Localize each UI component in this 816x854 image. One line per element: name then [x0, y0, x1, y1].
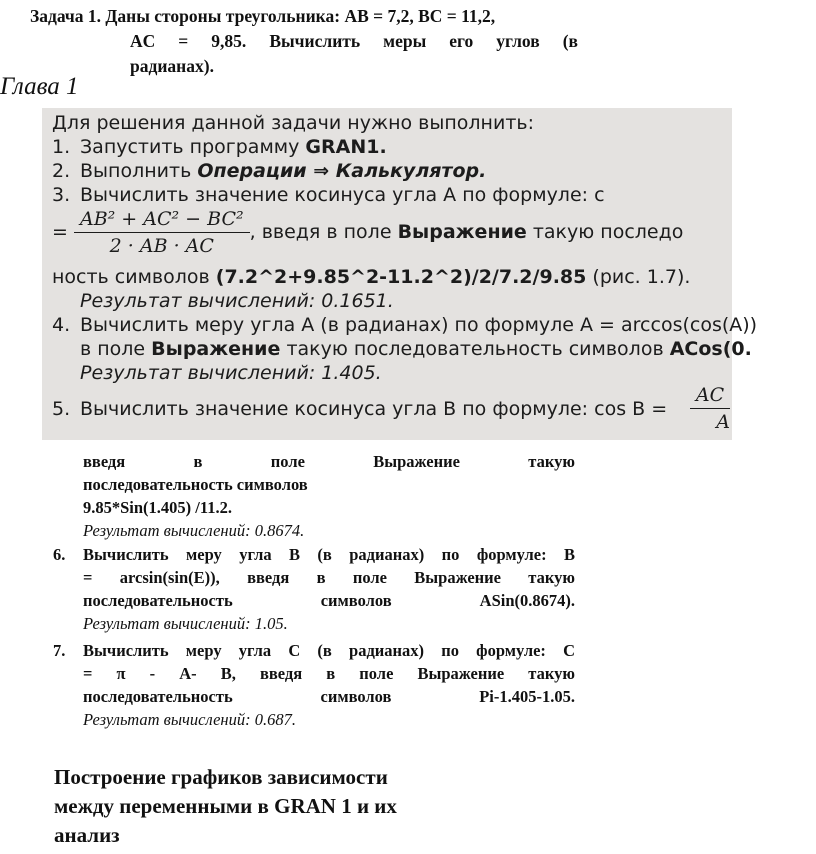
scan-step-4: [52, 314, 757, 336]
scan-step-3-formula: [52, 208, 683, 257]
cont-text-2: такую последовательность символов: [286, 338, 664, 360]
step-text: Вычислить меру угла A (в радианах) по формуле A = arccos(cos(A)): [80, 314, 758, 336]
task-statement: [30, 4, 578, 79]
section-heading: [54, 763, 504, 850]
step-6-line-3: последовательность символов ASin(0.8674).: [83, 591, 575, 610]
step-number: 1.: [52, 136, 71, 158]
cont-bold: Выражение: [151, 338, 281, 360]
task-line-3: радианах).: [130, 56, 214, 76]
step-text: Вычислить значение косинуса угла A по формуле: с: [80, 184, 605, 206]
step-bold: GRAN1.: [305, 136, 387, 158]
fraction-numerator: AB² + AC² − BC²: [74, 208, 250, 233]
formula-after-2: такую последо: [532, 221, 684, 243]
scanned-excerpt: [42, 108, 758, 440]
scan-step-2: [52, 160, 486, 182]
scan-step-1: [52, 136, 387, 158]
heading-line-1: Построение графиков зависимости: [54, 765, 388, 789]
step-7-line-2: = π - A- B, введя в поле Выражение такую: [83, 664, 575, 683]
step-text: Выполнить: [80, 160, 192, 182]
step-7-line-3: последовательность символов Pi-1.405-1.05.: [83, 687, 575, 706]
cosine-fraction: [74, 208, 250, 257]
step-6-line-2: = arcsin(sin(E)), введя в поле Выражение такую: [83, 568, 575, 587]
lower-line-1: введя в поле Выражение такую: [83, 452, 575, 471]
fraction-numerator: AC: [690, 384, 730, 409]
equals-sign: =: [52, 221, 68, 243]
task-line-1: Задача 1. Даны стороны треугольника: AB = 7,2, BC = 11,2,: [30, 6, 496, 26]
step-5-continuation: [83, 450, 575, 542]
lower-line-3: 9.85*Sin(1.405) /11.2.: [83, 498, 232, 517]
step-6-result: Результат вычислений: 1.05.: [83, 614, 288, 633]
heading-line-2: между переменными в GRAN 1 и их: [54, 794, 397, 818]
step-text: Вычислить значение косинуса угла B по формуле: cos B =: [80, 398, 668, 420]
cont-text: в поле: [80, 338, 146, 360]
step-bold: Операции ⇒ Калькулятор.: [197, 160, 487, 182]
step-number: 5.: [52, 398, 71, 420]
formula-after-bold: Выражение: [397, 221, 527, 243]
step-7: [53, 639, 575, 731]
step-number: 7.: [53, 641, 66, 660]
step-number: 6.: [53, 545, 66, 564]
cont-bold: (7.2^2+9.85^2-11.2^2)/2/7.2/9.85: [215, 266, 587, 288]
scan-step-4-result: Результат вычислений: 1.405.: [80, 362, 382, 384]
fraction-denominator: 2 · AB · AC: [109, 235, 214, 257]
scan-step-5: [52, 398, 667, 420]
scan-step-3: [52, 184, 605, 206]
step-number: 2.: [52, 160, 71, 182]
scan-step-5-fraction: [690, 384, 730, 433]
step-6: [53, 543, 575, 635]
cont-text-2: (рис. 1.7).: [592, 266, 691, 288]
scan-step-3-continuation: [52, 266, 690, 288]
cont-bold-2: ACos(0.: [669, 338, 752, 360]
fraction-denominator: A: [716, 411, 730, 433]
heading-line-3: анализ: [54, 823, 120, 847]
formula-after: , введя в поле: [249, 221, 392, 243]
task-line-2: AC = 9,85. Вычислить меры его углов (в: [130, 31, 578, 51]
step-text: Запустить программу: [80, 136, 300, 158]
scan-step-4-continuation: [80, 338, 752, 360]
chapter-heading: Глава 1: [0, 73, 79, 100]
step-number: 4.: [52, 314, 71, 336]
lower-result: Результат вычислений: 0.8674.: [83, 521, 305, 540]
cont-text: ность символов: [52, 266, 210, 288]
step-7-result: Результат вычислений: 0.687.: [83, 710, 296, 729]
scan-intro: Для решения данной задачи нужно выполнить:: [52, 112, 534, 134]
step-number: 3.: [52, 184, 71, 206]
step-7-line-1: Вычислить меру угла C (в радианах) по формуле: C: [83, 641, 575, 660]
step-6-line-1: Вычислить меру угла B (в радианах) по формуле: B: [83, 545, 575, 564]
scan-step-3-result: Результат вычислений: 0.1651.: [80, 290, 394, 312]
lower-line-2: последовательность символов: [83, 475, 308, 494]
